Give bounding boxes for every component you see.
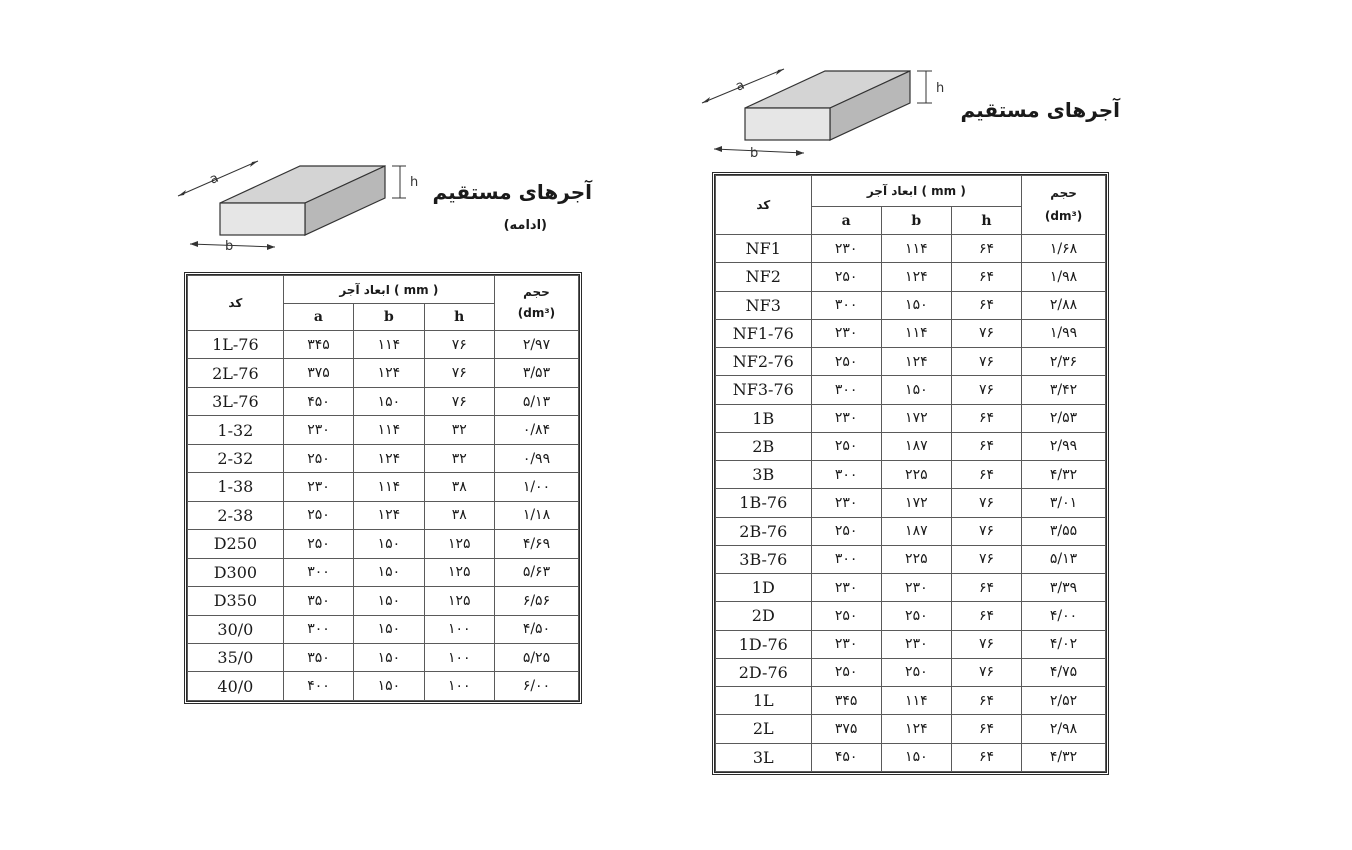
table-row xyxy=(716,263,1106,291)
cell-h: ۱۰۰ xyxy=(424,615,494,643)
table-row xyxy=(188,416,579,444)
cell-volume: ۴/۰۲ xyxy=(1022,630,1106,658)
cell-volume: ۴/۳۲ xyxy=(1022,743,1106,772)
table-row xyxy=(716,602,1106,630)
table-row xyxy=(716,715,1106,743)
cell-volume: ۵/۶۳ xyxy=(494,558,578,586)
cell-b: ۱۱۴ xyxy=(881,319,951,347)
right-header-volume-label: حجم xyxy=(1050,186,1077,200)
table-row xyxy=(716,432,1106,460)
cell-h: ۶۴ xyxy=(951,263,1021,291)
cell-h: ۱۲۵ xyxy=(424,530,494,558)
cell-code: 1B xyxy=(716,404,812,432)
cell-b: ۱۵۰ xyxy=(354,530,424,558)
right-header-col-a: a xyxy=(811,207,881,235)
cell-volume: ۶/۰۰ xyxy=(494,672,578,701)
cell-b: ۱۲۴ xyxy=(881,348,951,376)
cell-volume: ۲/۵۳ xyxy=(1022,404,1106,432)
table-row xyxy=(188,387,579,415)
left-table-body xyxy=(188,331,579,701)
cell-h: ۳۲ xyxy=(424,444,494,472)
cell-h: ۷۶ xyxy=(951,489,1021,517)
cell-a: ۳۰۰ xyxy=(811,461,881,489)
cell-a: ۲۵۰ xyxy=(811,263,881,291)
cell-b: ۲۲۵ xyxy=(881,461,951,489)
cell-a: ۲۳۰ xyxy=(811,630,881,658)
cell-code: 1D-76 xyxy=(716,630,812,658)
cell-code: 35/0 xyxy=(188,643,284,671)
cell-a: ۲۳۰ xyxy=(811,235,881,263)
cell-b: ۱۸۷ xyxy=(881,432,951,460)
cell-b: ۱۱۴ xyxy=(354,473,424,501)
cell-volume: ۳/۳۹ xyxy=(1022,574,1106,602)
cell-h: ۱۰۰ xyxy=(424,672,494,701)
cell-volume: ۴/۳۲ xyxy=(1022,461,1106,489)
table-row xyxy=(716,517,1106,545)
cell-code: 2B xyxy=(716,432,812,460)
cell-volume: ۱/۶۸ xyxy=(1022,235,1106,263)
cell-h: ۶۴ xyxy=(951,687,1021,715)
cell-a: ۲۵۰ xyxy=(283,501,353,529)
cell-h: ۶۴ xyxy=(951,235,1021,263)
table-row xyxy=(188,473,579,501)
cell-volume: ۱/۱۸ xyxy=(494,501,578,529)
cell-code: 2-38 xyxy=(188,501,284,529)
cell-h: ۷۶ xyxy=(951,517,1021,545)
cell-b: ۱۵۰ xyxy=(354,672,424,701)
cell-a: ۴۵۰ xyxy=(811,743,881,772)
cell-code: 40/0 xyxy=(188,672,284,701)
table-row xyxy=(188,444,579,472)
table-row xyxy=(188,643,579,671)
left-header-dimensions: ابعاد آجر ( mm ) xyxy=(283,276,494,304)
left-header-volume-unit: (dm³) xyxy=(517,306,556,320)
cell-code: 2D xyxy=(716,602,812,630)
table-row xyxy=(188,615,579,643)
cell-h: ۳۸ xyxy=(424,473,494,501)
cell-a: ۳۴۵ xyxy=(283,331,353,359)
table-row xyxy=(716,658,1106,686)
table-row xyxy=(716,743,1106,772)
cell-b: ۲۵۰ xyxy=(881,602,951,630)
cell-code: 2-32 xyxy=(188,444,284,472)
right-section-title: آجرهای مستقیم xyxy=(960,98,1120,122)
table-row xyxy=(716,545,1106,573)
cell-h: ۷۶ xyxy=(951,545,1021,573)
cell-a: ۳۰۰ xyxy=(283,615,353,643)
cell-volume: ۴/۶۹ xyxy=(494,530,578,558)
cell-volume: ۳/۵۳ xyxy=(494,359,578,387)
cell-a: ۳۰۰ xyxy=(811,376,881,404)
cell-h: ۷۶ xyxy=(424,387,494,415)
cell-a: ۳۷۵ xyxy=(811,715,881,743)
cell-b: ۲۳۰ xyxy=(881,574,951,602)
cell-a: ۳۷۵ xyxy=(283,359,353,387)
right-diagram-label-h: h xyxy=(936,81,945,96)
cell-code: D250 xyxy=(188,530,284,558)
cell-a: ۲۳۰ xyxy=(811,404,881,432)
cell-h: ۷۶ xyxy=(951,376,1021,404)
cell-a: ۲۳۰ xyxy=(811,489,881,517)
cell-a: ۲۳۰ xyxy=(811,319,881,347)
cell-b: ۱۵۰ xyxy=(881,743,951,772)
cell-a: ۲۳۰ xyxy=(811,574,881,602)
right-header-volume-unit: (dm³) xyxy=(1044,209,1083,223)
cell-b: ۲۳۰ xyxy=(881,630,951,658)
cell-b: ۱۵۰ xyxy=(354,615,424,643)
left-section-subtitle: (ادامه) xyxy=(503,218,547,233)
cell-h: ۱۰۰ xyxy=(424,643,494,671)
cell-volume: ۴/۵۰ xyxy=(494,615,578,643)
table-row xyxy=(716,235,1106,263)
cell-b: ۱۱۴ xyxy=(354,416,424,444)
right-diagram-label-a: a xyxy=(733,77,747,95)
table-row xyxy=(188,672,579,701)
cell-h: ۶۴ xyxy=(951,461,1021,489)
cell-code: 30/0 xyxy=(188,615,284,643)
left-diagram-label-b: b xyxy=(225,239,234,254)
cell-b: ۱۸۷ xyxy=(881,517,951,545)
cell-h: ۱۲۵ xyxy=(424,558,494,586)
cell-b: ۱۷۲ xyxy=(881,489,951,517)
right-header-volume xyxy=(1022,176,1106,235)
cell-b: ۱۲۴ xyxy=(881,263,951,291)
cell-code: NF2 xyxy=(716,263,812,291)
table-row xyxy=(716,687,1106,715)
cell-a: ۳۵۰ xyxy=(283,587,353,615)
cell-b: ۱۲۴ xyxy=(354,501,424,529)
cell-code: 3B xyxy=(716,461,812,489)
cell-a: ۴۵۰ xyxy=(283,387,353,415)
cell-h: ۷۶ xyxy=(424,359,494,387)
cell-volume: ۴/۰۰ xyxy=(1022,602,1106,630)
cell-a: ۴۰۰ xyxy=(283,672,353,701)
right-header-col-b: b xyxy=(881,207,951,235)
cell-code: D300 xyxy=(188,558,284,586)
cell-volume: ۱/۰۰ xyxy=(494,473,578,501)
cell-a: ۲۳۰ xyxy=(283,416,353,444)
cell-code: NF1 xyxy=(716,235,812,263)
right-brick-table xyxy=(712,172,1109,775)
cell-a: ۲۵۰ xyxy=(811,602,881,630)
cell-code: 1-38 xyxy=(188,473,284,501)
cell-code: 3L-76 xyxy=(188,387,284,415)
cell-b: ۱۲۴ xyxy=(881,715,951,743)
cell-volume: ۴/۷۵ xyxy=(1022,658,1106,686)
cell-volume: ۳/۴۲ xyxy=(1022,376,1106,404)
cell-volume: ۲/۸۸ xyxy=(1022,291,1106,319)
cell-a: ۳۰۰ xyxy=(811,291,881,319)
cell-a: ۲۵۰ xyxy=(283,530,353,558)
cell-b: ۱۱۴ xyxy=(354,331,424,359)
table-row xyxy=(188,587,579,615)
cell-b: ۱۲۴ xyxy=(354,359,424,387)
cell-code: 1L xyxy=(716,687,812,715)
cell-b: ۲۲۵ xyxy=(881,545,951,573)
right-header-code: کد xyxy=(716,176,812,235)
cell-code: 2D-76 xyxy=(716,658,812,686)
table-row xyxy=(188,359,579,387)
table-row xyxy=(188,558,579,586)
cell-a: ۲۳۰ xyxy=(283,473,353,501)
cell-code: 3B-76 xyxy=(716,545,812,573)
cell-code: 2B-76 xyxy=(716,517,812,545)
table-row xyxy=(188,530,579,558)
cell-h: ۶۴ xyxy=(951,574,1021,602)
table-row xyxy=(716,489,1106,517)
cell-code: 3L xyxy=(716,743,812,772)
cell-code: D350 xyxy=(188,587,284,615)
cell-b: ۱۵۰ xyxy=(881,376,951,404)
cell-b: ۱۵۰ xyxy=(354,558,424,586)
table-row xyxy=(716,291,1106,319)
cell-code: NF2-76 xyxy=(716,348,812,376)
cell-h: ۶۴ xyxy=(951,404,1021,432)
cell-h: ۶۴ xyxy=(951,715,1021,743)
left-brick-table xyxy=(184,272,582,704)
cell-volume: ۳/۰۱ xyxy=(1022,489,1106,517)
table-row xyxy=(716,630,1106,658)
left-section-title: آجرهای مستقیم xyxy=(432,180,592,204)
cell-a: ۲۵۰ xyxy=(811,658,881,686)
table-row xyxy=(716,376,1106,404)
cell-h: ۶۴ xyxy=(951,743,1021,772)
left-header-volume xyxy=(494,276,578,331)
cell-volume: ۵/۲۵ xyxy=(494,643,578,671)
cell-volume: ۰/۸۴ xyxy=(494,416,578,444)
cell-volume: ۶/۵۶ xyxy=(494,587,578,615)
left-header-code: کد xyxy=(188,276,284,331)
table-row xyxy=(716,461,1106,489)
cell-b: ۱۲۴ xyxy=(354,444,424,472)
right-header-col-h: h xyxy=(951,207,1021,235)
cell-a: ۳۴۵ xyxy=(811,687,881,715)
cell-volume: ۳/۵۵ xyxy=(1022,517,1106,545)
cell-a: ۲۵۰ xyxy=(811,517,881,545)
cell-a: ۲۵۰ xyxy=(811,348,881,376)
cell-b: ۱۱۴ xyxy=(881,235,951,263)
cell-volume: ۲/۹۷ xyxy=(494,331,578,359)
cell-h: ۷۶ xyxy=(424,331,494,359)
left-brick-diagram xyxy=(170,158,440,258)
right-brick-diagram xyxy=(692,65,962,165)
cell-volume: ۰/۹۹ xyxy=(494,444,578,472)
cell-a: ۳۵۰ xyxy=(283,643,353,671)
cell-code: NF1-76 xyxy=(716,319,812,347)
cell-h: ۳۲ xyxy=(424,416,494,444)
cell-h: ۶۴ xyxy=(951,432,1021,460)
cell-h: ۷۶ xyxy=(951,319,1021,347)
cell-h: ۶۴ xyxy=(951,602,1021,630)
left-diagram-label-a: a xyxy=(207,170,221,188)
cell-code: 1-32 xyxy=(188,416,284,444)
left-header-col-b: b xyxy=(354,304,424,331)
cell-h: ۷۶ xyxy=(951,348,1021,376)
cell-a: ۲۵۰ xyxy=(283,444,353,472)
cell-volume: ۱/۹۹ xyxy=(1022,319,1106,347)
cell-code: 1B-76 xyxy=(716,489,812,517)
cell-code: NF3 xyxy=(716,291,812,319)
cell-volume: ۲/۹۸ xyxy=(1022,715,1106,743)
table-row xyxy=(716,574,1106,602)
table-row xyxy=(188,501,579,529)
cell-volume: ۱/۹۸ xyxy=(1022,263,1106,291)
cell-b: ۲۵۰ xyxy=(881,658,951,686)
cell-code: 2L-76 xyxy=(188,359,284,387)
cell-h: ۶۴ xyxy=(951,291,1021,319)
right-table-body xyxy=(716,235,1106,772)
cell-b: ۱۵۰ xyxy=(881,291,951,319)
table-row xyxy=(716,348,1106,376)
cell-a: ۲۵۰ xyxy=(811,432,881,460)
cell-h: ۷۶ xyxy=(951,658,1021,686)
cell-b: ۱۵۰ xyxy=(354,643,424,671)
right-header-dimensions: ابعاد آجر ( mm ) xyxy=(811,176,1022,207)
left-header-col-h: h xyxy=(424,304,494,331)
table-row xyxy=(188,331,579,359)
cell-code: NF3-76 xyxy=(716,376,812,404)
cell-h: ۱۲۵ xyxy=(424,587,494,615)
cell-code: 1D xyxy=(716,574,812,602)
cell-b: ۱۵۰ xyxy=(354,587,424,615)
cell-volume: ۲/۵۲ xyxy=(1022,687,1106,715)
cell-h: ۳۸ xyxy=(424,501,494,529)
cell-b: ۱۵۰ xyxy=(354,387,424,415)
right-diagram-label-b: b xyxy=(750,146,759,161)
cell-volume: ۲/۳۶ xyxy=(1022,348,1106,376)
table-row xyxy=(716,404,1106,432)
left-header-volume-label: حجم xyxy=(523,285,550,299)
cell-a: ۳۰۰ xyxy=(811,545,881,573)
left-header-col-a: a xyxy=(283,304,353,331)
cell-volume: ۲/۹۹ xyxy=(1022,432,1106,460)
cell-b: ۱۷۲ xyxy=(881,404,951,432)
cell-volume: ۵/۱۳ xyxy=(494,387,578,415)
cell-a: ۳۰۰ xyxy=(283,558,353,586)
table-row xyxy=(716,319,1106,347)
cell-b: ۱۱۴ xyxy=(881,687,951,715)
cell-h: ۷۶ xyxy=(951,630,1021,658)
cell-volume: ۵/۱۳ xyxy=(1022,545,1106,573)
cell-code: 2L xyxy=(716,715,812,743)
cell-code: 1L-76 xyxy=(188,331,284,359)
left-diagram-label-h: h xyxy=(410,175,419,190)
